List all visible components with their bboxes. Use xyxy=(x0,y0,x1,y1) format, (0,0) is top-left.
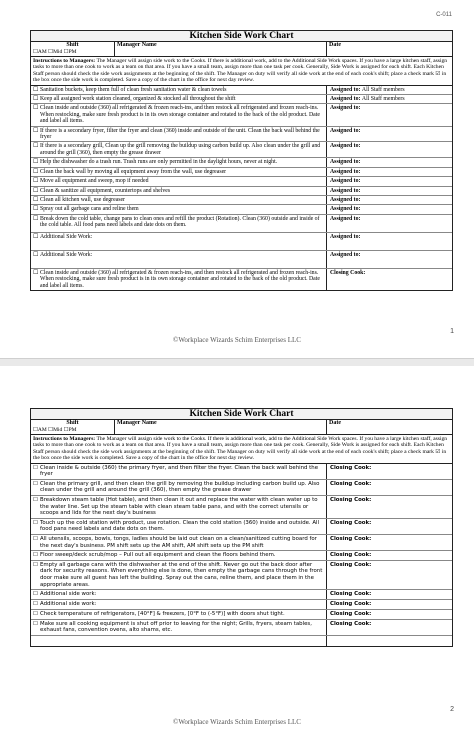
task-row xyxy=(31,551,452,561)
task-cell xyxy=(31,464,327,479)
task-cell xyxy=(31,95,327,103)
instructions-text: The Manager will assign side work to the Cooks. If there is additional work, add to the Additional Side Work spaces. If you have a large kitchen staff, assign tasks to more than one cook to work as a team on that area. If you have a small team, assign more than one task per cook. Generally, Side Work is assigned for each shift. Each Kitchen Staff person should check the side work assignments at the beginning of the shift. The Manager on duty will verify all side work at the end of each cook's shift; place a check mark ☑ in the box once the side work is completed. Save a copy of the chart in the office for next day review. xyxy=(33,58,448,84)
task-row xyxy=(31,269,452,290)
task-checkbox[interactable]: ☐ xyxy=(33,233,39,240)
assigned-cell[interactable] xyxy=(327,610,452,619)
assigned-cell[interactable] xyxy=(327,233,452,250)
task-checkbox[interactable]: ☐ xyxy=(33,127,39,134)
footer-copyright: ©Workplace Wizards Schim Enterprises LLC xyxy=(173,718,301,726)
task-text: Additional side work: xyxy=(40,601,97,608)
task-row xyxy=(31,496,452,519)
task-row xyxy=(31,196,452,205)
assigned-label: Closing Cook: xyxy=(330,601,372,608)
shift-checkboxes[interactable]: ☐AM ☐Mid ☐PM xyxy=(33,49,77,55)
task-cell xyxy=(31,535,327,550)
task-cell xyxy=(31,269,327,290)
task-checkbox[interactable]: ☐ xyxy=(33,178,39,185)
page-number: 2 xyxy=(450,706,454,713)
task-cell xyxy=(31,519,327,534)
task-text: Floor sweep/deck scrub/mop – Pull out all equipment and clean the floors behind them. xyxy=(40,552,276,559)
assigned-label: Assigned to: xyxy=(330,143,361,150)
task-cell xyxy=(31,205,327,213)
task-row xyxy=(31,95,452,104)
task-text: If there is a secondary fryer, filter the fryer and clean (360) inside and outside of the unit. Clean the back wall behind the fryer xyxy=(40,127,320,141)
task-checkbox[interactable]: ☐ xyxy=(33,143,39,150)
task-checkbox[interactable]: ☐ xyxy=(33,591,38,598)
task-cell xyxy=(31,496,327,518)
assigned-cell[interactable] xyxy=(327,269,452,290)
assigned-label: Closing Cook: xyxy=(330,269,366,276)
task-text: Additional Side Work: xyxy=(40,233,93,240)
task-checkbox[interactable]: ☐ xyxy=(33,187,39,194)
task-text: Keep all assigned work station cleaned, organized & stocked all throughout the shift xyxy=(40,96,236,103)
task-cell xyxy=(31,187,327,195)
task-checkbox[interactable]: ☐ xyxy=(33,159,39,166)
task-checkbox[interactable]: ☐ xyxy=(33,620,38,627)
task-cell xyxy=(31,610,327,619)
task-checkbox[interactable]: ☐ xyxy=(33,251,39,258)
chart-title: Kitchen Side Work Chart xyxy=(31,409,452,420)
task-checkbox[interactable]: ☐ xyxy=(33,215,39,222)
task-checkbox[interactable]: ☐ xyxy=(33,105,39,112)
task-checkbox[interactable]: ☐ xyxy=(33,480,38,487)
task-row xyxy=(31,590,452,600)
instructions-label: Instructions to Managers: xyxy=(33,58,96,64)
task-row xyxy=(31,177,452,186)
task-text: Check temperature of refrigerators, [40°F] & freezers, [0°F to (-5°F)] with doors shut tight. xyxy=(40,611,285,618)
task-row xyxy=(31,519,452,535)
task-text: Clean inside and outside (360) all refrigerated & frozen reach-ins, and then restock all refrigerated and frozen reach-ins. When restocking, make sure fresh product is in its own storage container and rotated to the back of the old product. Date and label all items. xyxy=(40,105,320,125)
task-row xyxy=(31,251,452,269)
task-cell xyxy=(31,86,327,94)
shift-checkboxes[interactable]: ☐AM ☐Mid ☐PM xyxy=(33,427,77,433)
task-text: Sanitation buckets, keep them full of clean fresh sanitation water & clean towels xyxy=(40,86,227,93)
assigned-label: Assigned to: xyxy=(330,251,361,258)
footer-copyright: ©Workplace Wizards Schim Enterprises LLC xyxy=(173,336,301,344)
task-cell xyxy=(31,127,327,142)
header-row xyxy=(31,420,452,435)
assigned-label: Closing Cook: xyxy=(330,620,372,627)
assigned-cell[interactable] xyxy=(327,127,452,142)
task-text: Clean inside and outside (360) all refrigerated & frozen reach-ins, and then restock all refrigerated and frozen reach-ins. When restocking, make sure fresh product is in its own storage container and rotated to the back of the old product. Date and label all items. xyxy=(40,269,320,289)
assigned-label: Closing Cook: xyxy=(330,464,372,471)
assigned-cell[interactable] xyxy=(327,187,452,195)
task-cell xyxy=(31,196,327,204)
task-cell xyxy=(31,600,327,609)
task-row xyxy=(31,464,452,480)
assigned-label: Closing Cook: xyxy=(330,497,372,503)
task-row xyxy=(31,205,452,214)
task-cell xyxy=(31,551,327,560)
assigned-cell[interactable] xyxy=(327,464,452,479)
date-label: Date xyxy=(329,420,341,426)
assigned-label: Assigned to: xyxy=(330,233,361,240)
assigned-cell[interactable] xyxy=(327,496,452,518)
task-cell xyxy=(31,636,327,646)
task-row xyxy=(31,620,452,636)
task-text: Make sure all cooking equipment is shut off prior to leaving for the night; Grills, fryers, steam tables, exhaust fans, convention ovens, alto shams, etc. xyxy=(40,620,312,634)
assigned-label: Closing Cook: xyxy=(330,535,372,542)
task-text: Clean inside & outside (360) the primary fryer, and then filter the fryer. Clean the back wall behind the fryer xyxy=(40,464,319,478)
assigned-cell[interactable] xyxy=(327,168,452,176)
assigned-cell[interactable] xyxy=(327,551,452,560)
task-row xyxy=(31,535,452,551)
assigned-label: Assigned to: xyxy=(330,168,361,175)
assigned-cell[interactable] xyxy=(327,600,452,609)
assigned-label: Closing Cook: xyxy=(330,561,372,568)
assigned-cell[interactable] xyxy=(327,142,452,157)
task-row xyxy=(31,215,452,233)
task-row xyxy=(31,187,452,196)
side-work-chart xyxy=(30,30,453,291)
assigned-label: Assigned to: xyxy=(330,215,361,222)
assigned-cell[interactable] xyxy=(327,86,452,94)
task-cell xyxy=(31,168,327,176)
assigned-cell[interactable] xyxy=(327,215,452,232)
task-cell xyxy=(31,142,327,157)
task-text: Move all equipment and sweep, mop if needed xyxy=(40,178,149,185)
header-row xyxy=(31,42,452,57)
task-cell xyxy=(31,104,327,125)
task-checkbox[interactable]: ☐ xyxy=(33,561,38,568)
task-text: Help the dishwasher do a trash run. Trash runs are only permitted in the daylight hours, never at night. xyxy=(40,159,278,166)
task-row xyxy=(31,127,452,143)
task-text: Additional Side Work: xyxy=(40,251,93,258)
form-code: C-011 xyxy=(436,12,452,18)
assigned-cell[interactable] xyxy=(327,251,452,268)
task-cell xyxy=(31,251,327,268)
task-text: If there is a secondary grill, Clean up the grill removing the buildup using carbon build up. Also clean under the grill and around the grill (360), then empty the grease drawer xyxy=(40,143,321,156)
task-checkbox[interactable]: ☐ xyxy=(33,96,39,103)
assigned-cell[interactable] xyxy=(327,177,452,185)
task-checkbox[interactable]: ☐ xyxy=(33,497,38,503)
assigned-cell[interactable] xyxy=(327,620,452,635)
task-row xyxy=(31,610,452,620)
task-cell xyxy=(31,480,327,495)
task-checkbox[interactable]: ☐ xyxy=(33,86,39,93)
task-text: Empty all garbage cans with the dishwasher at the end of the shift. Never go out the back door after dark for security reasons. When everything else is done, then empty the garbage cans through the front door make sure all guest has left the building. Spray out the cans, reline them, and place them in the appropriate areas. xyxy=(40,561,323,588)
task-row xyxy=(31,104,452,126)
task-text: Breakdown steam table (Hot table), and then clean it out and replace the water with clean water up to the water line. Set up the steam table with clean steam table pans, and with the correct utensils or scoops and lids for the next day's business xyxy=(40,497,318,517)
task-text: Clean all kitchen wall, use degreaser xyxy=(40,196,125,203)
task-cell xyxy=(31,233,327,250)
assigned-cell[interactable] xyxy=(327,519,452,534)
task-checkbox[interactable]: ☐ xyxy=(33,601,38,608)
assigned-label: Assigned to: xyxy=(330,178,361,185)
assigned-label: Closing Cook: xyxy=(330,552,372,559)
page-number: 1 xyxy=(450,328,454,335)
task-text: Break down the cold table, change pans to clean ones and refill the product (Rotation). Clean (360) outside and inside of the cold table. All food pans need labels and date dots on them. xyxy=(40,215,320,229)
task-row xyxy=(31,86,452,95)
task-text: All utensils, scoops, bowls, tongs, ladles should be laid out clean on a clean/sanitized cutting board for the next day's business. PM shift sets up the AM shift, AM shift sets up the PM shift xyxy=(40,535,317,549)
task-checkbox[interactable]: ☐ xyxy=(33,535,38,542)
task-checkbox[interactable]: ☐ xyxy=(33,611,38,618)
chart-title: Kitchen Side Work Chart xyxy=(31,31,452,42)
task-row xyxy=(31,168,452,177)
task-rows xyxy=(31,86,452,290)
assigned-label: Assigned to: xyxy=(330,105,361,112)
document-page-2 xyxy=(0,366,474,739)
manager-name-label: Manager Name xyxy=(117,42,157,48)
task-row xyxy=(31,233,452,251)
assigned-label: Assigned to: xyxy=(330,127,361,134)
assigned-label: Assigned to: xyxy=(330,159,361,166)
task-cell xyxy=(31,158,327,166)
shift-label: Shift xyxy=(66,420,79,426)
assigned-value: All Staff members xyxy=(361,96,405,103)
side-work-chart xyxy=(30,408,453,647)
task-row xyxy=(31,561,452,590)
assigned-label: Assigned to: xyxy=(330,206,361,213)
task-cell xyxy=(31,215,327,232)
assigned-cell[interactable] xyxy=(327,480,452,495)
task-row xyxy=(31,142,452,158)
assigned-cell[interactable] xyxy=(327,104,452,125)
manager-name-label: Manager Name xyxy=(117,420,157,426)
assigned-value: All Staff members xyxy=(361,86,405,93)
assigned-label: Closing Cook: xyxy=(330,519,372,526)
task-row xyxy=(31,158,452,167)
assigned-cell[interactable] xyxy=(327,205,452,213)
instructions-label: Instructions to Managers: xyxy=(33,436,96,442)
task-cell xyxy=(31,620,327,635)
task-checkbox[interactable] xyxy=(33,637,40,645)
assigned-cell[interactable] xyxy=(327,158,452,166)
task-checkbox[interactable]: ☐ xyxy=(33,552,38,559)
task-cell xyxy=(31,561,327,589)
assigned-label: Closing Cook: xyxy=(330,480,372,487)
assigned-cell[interactable] xyxy=(327,561,452,589)
task-checkbox[interactable]: ☐ xyxy=(33,269,39,276)
assigned-label: Assigned to: xyxy=(330,96,361,103)
task-row xyxy=(31,636,452,646)
assigned-cell[interactable] xyxy=(327,95,452,103)
document-page-1 xyxy=(0,0,474,360)
task-text: Clean the back wall by moving all equipment away from the wall, use degreaser xyxy=(40,168,227,175)
task-checkbox[interactable]: ☐ xyxy=(33,519,38,526)
instructions xyxy=(31,435,452,464)
task-checkbox[interactable]: ☐ xyxy=(33,168,39,175)
assigned-label: Assigned to: xyxy=(330,187,361,194)
shift-label: Shift xyxy=(66,42,79,48)
task-row xyxy=(31,600,452,610)
assigned-label: Assigned to: xyxy=(330,86,361,93)
task-checkbox[interactable]: ☐ xyxy=(33,196,39,203)
instructions-text: The Manager will assign side work to the Cooks. If there is additional work, add to the Additional Side Work spaces. If you have a large kitchen staff, assign tasks to more than one cook to work as a team on that area. If you have a small team, assign more than one task per cook. Generally, Side Work is assigned for each shift. Each Kitchen Staff person should check the side work assignments at the beginning of the shift. The Manager on duty will verify all side work at the end of each cook's shift; place a check mark ☑ in the box once the side work is completed. Save a copy of the chart in the office for next day review. xyxy=(33,436,448,462)
task-text: Clean & sanitize all equipment, countertops and shelves xyxy=(40,187,171,194)
assigned-cell[interactable] xyxy=(327,590,452,599)
task-rows xyxy=(31,464,452,646)
task-text: Additional side work: xyxy=(40,591,97,598)
task-row xyxy=(31,480,452,496)
assigned-cell[interactable] xyxy=(327,535,452,550)
date-label: Date xyxy=(329,42,341,48)
task-checkbox[interactable]: ☐ xyxy=(33,206,39,213)
task-text: Clean the primary grill, and then clean the grill by removing the buildup including carbon build up. Also clean under the grill and around the grill (360), then empty the grease drawer xyxy=(40,480,320,494)
assigned-label: Assigned to: xyxy=(330,196,361,203)
task-text: Spray out all garbage cans and reline them xyxy=(40,206,139,213)
assigned-label: Closing Cook: xyxy=(330,611,372,618)
assigned-cell[interactable] xyxy=(327,196,452,204)
task-text: Touch up the cold station with product, use rotation. Clean the cold station (360) inside and outside. All food pans need labels and date dots on them. xyxy=(40,519,320,533)
assigned-cell[interactable] xyxy=(327,636,452,646)
assigned-label: Closing Cook: xyxy=(330,591,372,598)
task-cell xyxy=(31,590,327,599)
instructions xyxy=(31,57,452,86)
task-checkbox[interactable]: ☐ xyxy=(33,464,38,471)
task-cell xyxy=(31,177,327,185)
